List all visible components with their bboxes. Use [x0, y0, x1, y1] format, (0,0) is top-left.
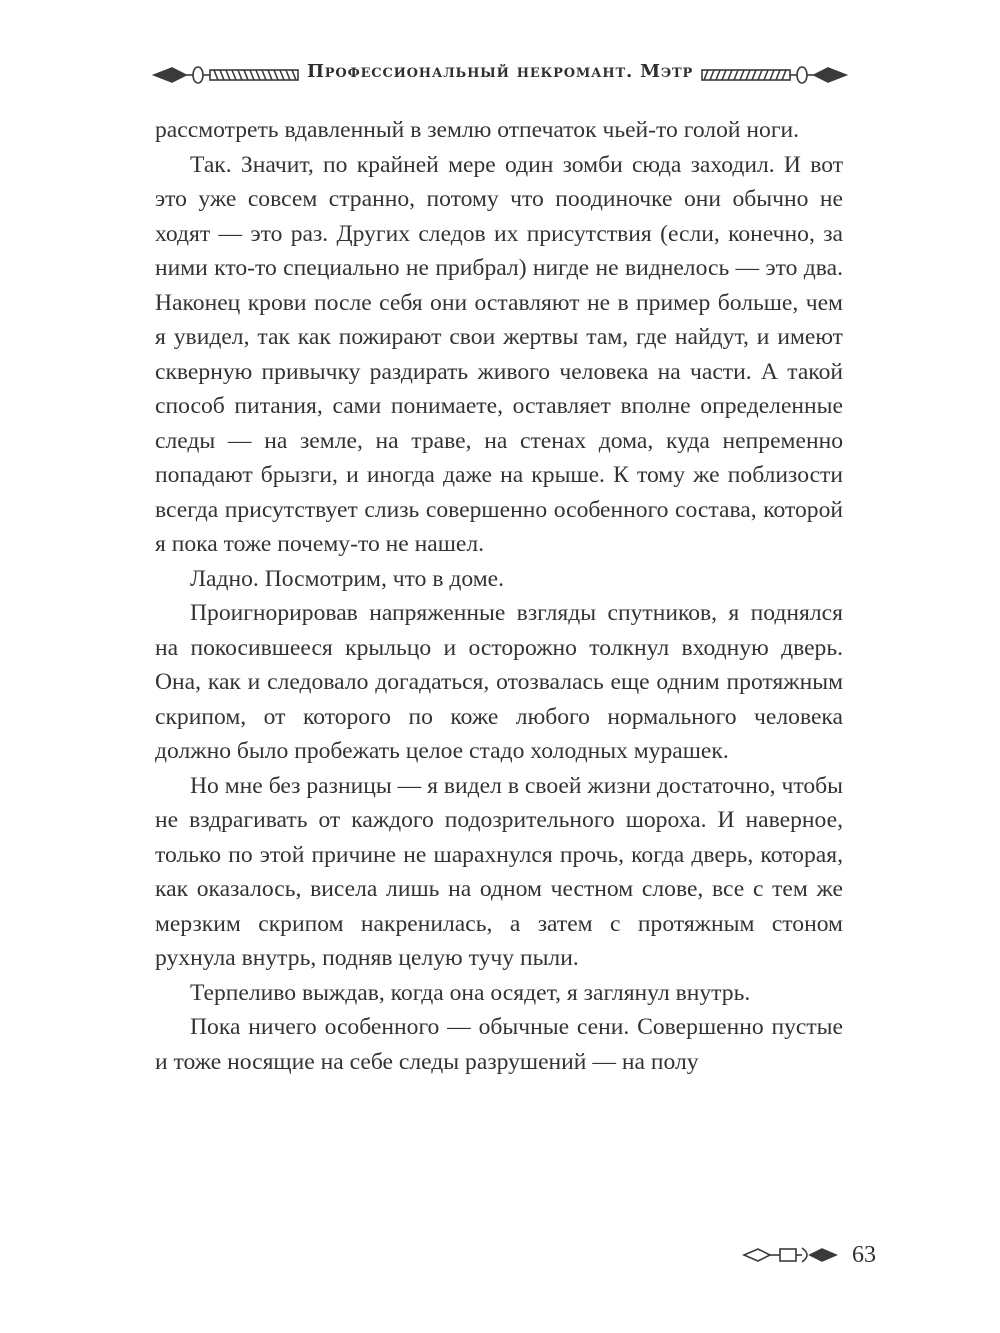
paragraph: Проигнорировав напряженные взгляды спутников, я поднялся на покосившееся крыльцо и осторожно толкнул входную дверь. Она, как и следовало догадаться, отозвалась еще одним протяжным скрипом, от которого по коже любого нормального человека должно было пробежать целое стадо холодных мурашек.: [155, 600, 843, 764]
paragraph: рассмотреть вдавленный в землю отпечаток чьей-то голой ноги.: [155, 117, 800, 143]
spear-ornament-icon: [740, 1240, 840, 1270]
page-footer: [740, 1236, 890, 1276]
running-header: [150, 52, 850, 100]
body-text: [155, 113, 843, 1079]
paragraph: Ладно. Посмотрим, что в доме.: [190, 565, 505, 592]
book-title: Профессиональный некромант. Мэтр: [306, 61, 694, 82]
paragraph: Пока ничего особенного — обычные сени. Совершенно пустые и тоже носящие на себе следы разрушений — на полу: [155, 1014, 843, 1075]
paragraph: Так. Значит, по крайней мере один зомби сюда заходил. И вот это уже совсем странно, потому что поодиночке они обычно не ходят — это раз. Других следов их присутствия (если, конечно, за ними кто-то специально не прибрал) нигде не виднелось — это два. Наконец крови после себя они оставляют не в пример больше, чем я увидел, так как пожирают свои жертвы там, где найдут, и имеют скверную привычку раздирать живого человека на части. А такой способ питания, сами понимаете, оставляет вполне определенные следы — на земле, на траве, на стенах дома, куда непременно попадают брызги, и иногда даже на крыше. К тому же поблизости всегда присутствует слизь совершенно особенного состава, которой я пока тоже почему-то не нашел.: [155, 151, 843, 557]
spear-ornament-icon: [700, 60, 850, 90]
paragraph: Терпеливо выждав, когда она осядет, я заглянул внутрь.: [190, 979, 751, 1006]
page-number: 63: [852, 1242, 876, 1268]
paragraph: Но мне без разницы — я видел в своей жизни достаточно, чтобы не вздрагивать от каждого подозрительного шороха. И наверное, только по этой причине не шарахнулся прочь, когда дверь, которая, как оказалось, висела лишь на одном честном слове, все с тем же мерзким скрипом накренилась, а затем с протяжным стоном рухнула внутрь, подняв целую тучу пыли.: [155, 772, 843, 971]
